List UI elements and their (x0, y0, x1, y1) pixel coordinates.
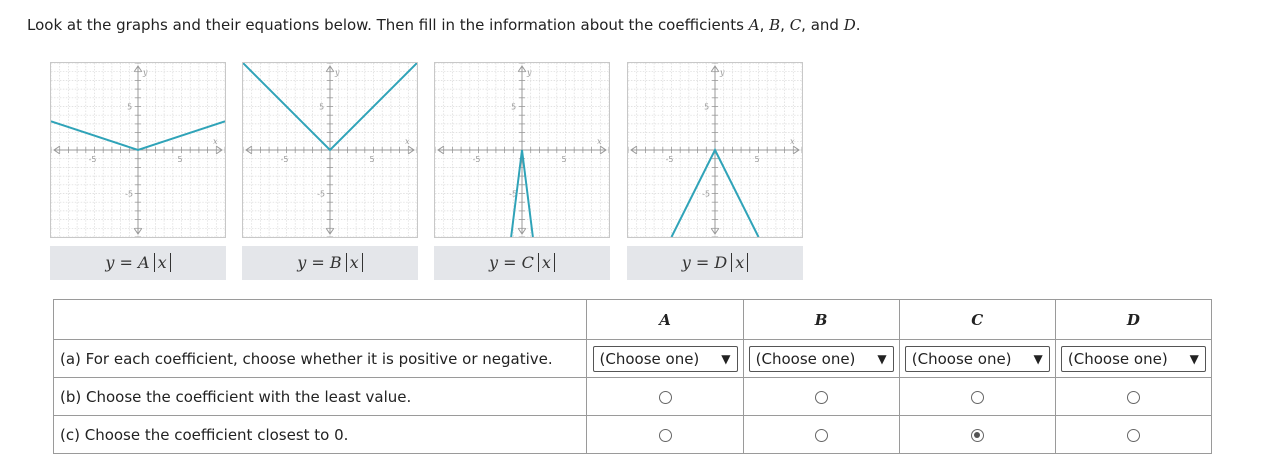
sep-and: , and (801, 16, 844, 34)
graph-panel-c (434, 62, 610, 280)
y-axis-label: y (334, 67, 340, 77)
least-radio-d[interactable] (1127, 391, 1140, 404)
cell-least-d (1055, 378, 1211, 416)
cell-closest-c (899, 416, 1055, 454)
y-tick-label: 5 (511, 102, 517, 112)
dropdown-arrow-icon: ▼ (877, 351, 887, 366)
y-tick-label: -5 (125, 189, 134, 199)
x-tick-label: 5 (561, 154, 567, 164)
select-value: (Choose one) (755, 349, 856, 368)
y-tick-label: -5 (509, 189, 518, 199)
x-axis-label: x (597, 137, 602, 147)
sep-end: . (855, 16, 861, 34)
graph-b (242, 62, 418, 238)
var-c: C (789, 16, 802, 34)
dropdown-arrow-icon: ▼ (721, 351, 731, 366)
header-empty (54, 300, 587, 340)
x-tick-label: -5 (665, 154, 674, 164)
equation-label-c (434, 246, 610, 280)
closest-radio-b[interactable] (815, 429, 828, 442)
sep-1: , (759, 16, 770, 34)
dropdown-arrow-icon: ▼ (1033, 351, 1043, 366)
dropdown-arrow-icon: ▼ (1189, 351, 1199, 366)
var-a: A (748, 16, 760, 34)
cell-sign-d (1055, 340, 1211, 378)
x-tick-label: -5 (88, 154, 97, 164)
select-value: (Choose one) (911, 349, 1012, 368)
x-tick-label: 5 (369, 154, 375, 164)
least-radio-b[interactable] (815, 391, 828, 404)
select-value: (Choose one) (599, 349, 700, 368)
cell-least-a (587, 378, 743, 416)
header-c: C (899, 300, 1055, 340)
equation-lhs: y = C (489, 253, 534, 272)
equation-abs: x (154, 253, 171, 272)
equation-label-d (627, 246, 803, 280)
closest-radio-c[interactable] (971, 429, 984, 442)
graph-a (50, 62, 226, 238)
x-tick-label: -5 (472, 154, 481, 164)
x-tick-label: 5 (177, 154, 183, 164)
graph-panel-b (242, 62, 418, 280)
header-b: B (743, 300, 899, 340)
cell-closest-a (587, 416, 743, 454)
graph-panel-d (627, 62, 803, 280)
sign-select-c[interactable] (905, 346, 1050, 372)
x-tick-label: 5 (754, 154, 760, 164)
y-tick-label: -5 (702, 189, 711, 199)
row-label-sign: (a) For each coefficient, choose whether it is positive or negative. (54, 340, 587, 378)
y-tick-label: 5 (319, 102, 325, 112)
least-radio-a[interactable] (659, 391, 672, 404)
closest-radio-d[interactable] (1127, 429, 1140, 442)
cell-sign-c (899, 340, 1055, 378)
least-radio-c[interactable] (971, 391, 984, 404)
sign-select-a[interactable] (593, 346, 738, 372)
y-tick-label: 5 (127, 102, 133, 112)
var-d: D (843, 16, 856, 34)
sign-select-d[interactable] (1061, 346, 1206, 372)
sign-select-b[interactable] (749, 346, 894, 372)
instruction-body: Look at the graphs and their equations below. Then fill in the information about the coefficients (27, 16, 749, 34)
equation-abs: x (346, 253, 363, 272)
table-row-closest (54, 416, 1212, 454)
graph-c (434, 62, 610, 238)
cell-closest-d (1055, 416, 1211, 454)
closest-radio-a[interactable] (659, 429, 672, 442)
cell-sign-b (743, 340, 899, 378)
sep-2: , (780, 16, 790, 34)
x-axis-label: x (405, 137, 410, 147)
equation-abs: x (538, 253, 555, 272)
x-tick-label: -5 (280, 154, 289, 164)
table-row-sign (54, 340, 1212, 378)
cell-least-b (743, 378, 899, 416)
y-axis-label: y (719, 67, 725, 77)
equation-label-b (242, 246, 418, 280)
equation-label-a (50, 246, 226, 280)
y-axis-label: y (526, 67, 532, 77)
instruction-text (27, 16, 861, 34)
x-axis-label: x (790, 137, 795, 147)
graph-panel-a (50, 62, 226, 280)
select-value: (Choose one) (1067, 349, 1168, 368)
y-tick-label: -5 (317, 189, 326, 199)
row-label-least: (b) Choose the coefficient with the least value. (54, 378, 587, 416)
var-b: B (769, 16, 781, 34)
header-d: D (1055, 300, 1211, 340)
table-row-least (54, 378, 1212, 416)
cell-closest-b (743, 416, 899, 454)
row-label-closest: (c) Choose the coefficient closest to 0. (54, 416, 587, 454)
table-header-row (54, 300, 1212, 340)
equation-lhs: y = D (681, 253, 728, 272)
graph-d (627, 62, 803, 238)
equation-abs: x (731, 253, 748, 272)
coefficient-table (53, 299, 1212, 454)
cell-sign-a (587, 340, 743, 378)
x-axis-label: x (213, 137, 218, 147)
equation-lhs: y = B (297, 253, 342, 272)
y-axis-label: y (142, 67, 148, 77)
header-a: A (587, 300, 743, 340)
cell-least-c (899, 378, 1055, 416)
equation-lhs: y = A (105, 253, 150, 272)
y-tick-label: 5 (704, 102, 710, 112)
